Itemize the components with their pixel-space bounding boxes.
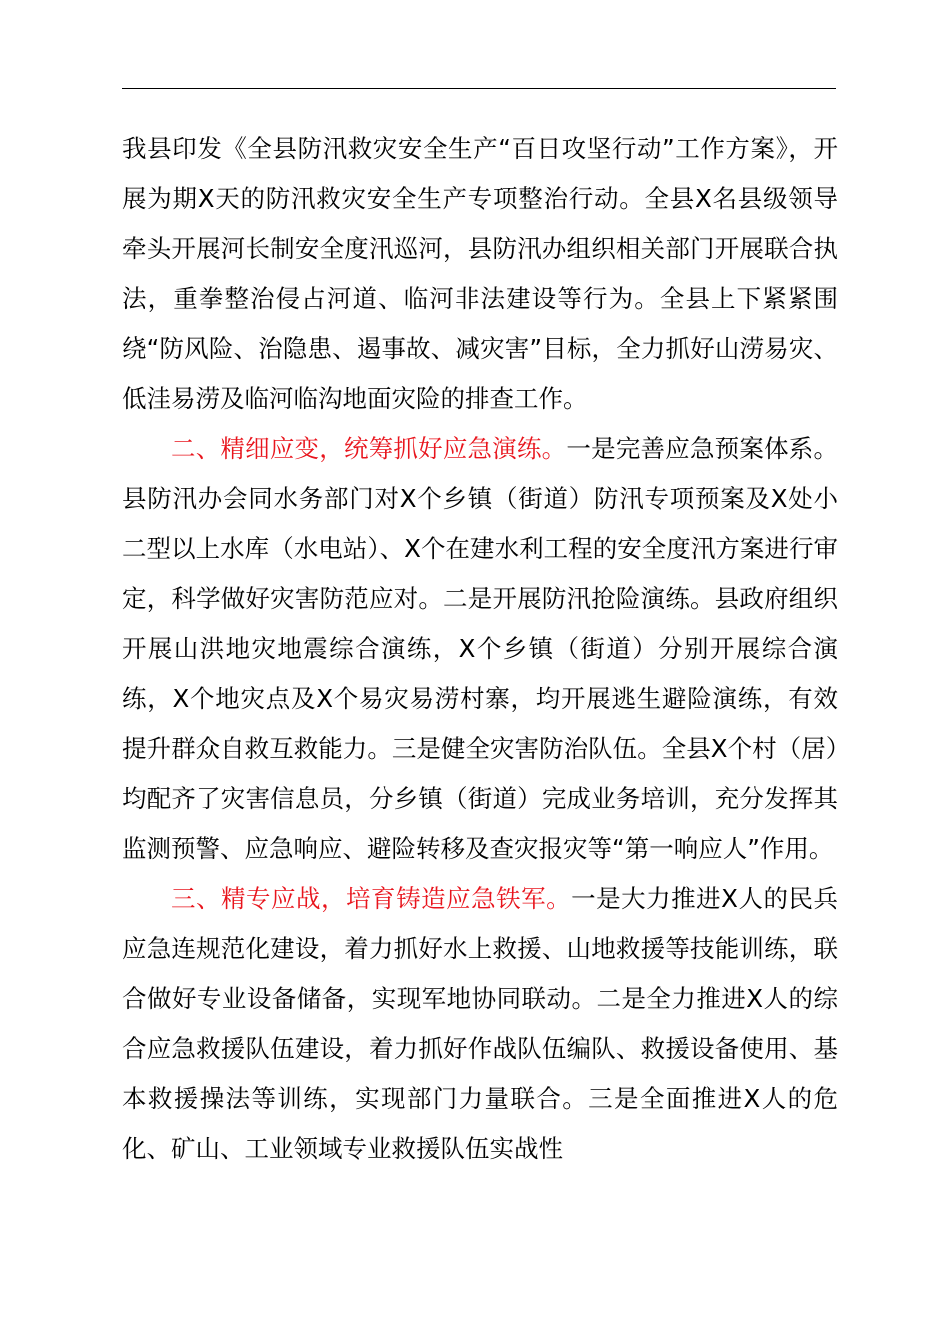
paragraph-1-text: 我县印发《全县防汛救灾安全生产“百日攻坚行动”工作方案》，开展为期X天的防汛救灾安全生产专项整治行动。全县X名县级领导牵头开展河长制安全度汛巡河，县防汛办组织相关部门开展联合执法，重拳整治侵占河道、临河非法建设等行为。全县上下紧紧围绕“防风险、治隐患、遏事故、减灾害”目标，全力抓好山涝易灾、低洼易涝及临河临沟地面灾险的排查工作。 <box>122 134 838 413</box>
paragraph-3 <box>122 874 838 1174</box>
paragraph-3-text: 一是大力推进X人的民兵应急连规范化建设，着力抓好水上救援、山地救援等技能训练，联合做好专业设备储备，实现军地协同联动。二是全力推进X人的综合应急救援队伍建设，着力抓好作战队伍编队、救援设备使用、基本救援操法等训练，实现部门力量联合。三是全面推进X人的危化、矿山、工业领域专业救援队伍实战性 <box>122 884 838 1163</box>
paragraph-1 <box>122 124 838 424</box>
header-rule <box>122 88 836 89</box>
section-heading-3: 三、精专应战，培育铸造应急铁军。 <box>171 884 572 913</box>
section-heading-2: 二、精细应变，统筹抓好应急演练。 <box>171 434 567 463</box>
document-body <box>122 124 838 1174</box>
paragraph-2 <box>122 424 838 874</box>
paragraph-2-text: 一是完善应急预案体系。县防汛办会同水务部门对X个乡镇（街道）防汛专项预案及X处小二型以上水库（水电站）、X个在建水利工程的安全度汛方案进行审定，科学做好灾害防范应对。二是开展防汛抢险演练。县政府组织开展山洪地灾地震综合演练，X个乡镇（街道）分别开展综合演练，X个地灾点及X个易灾易涝村寨，均开展逃生避险演练，有效提升群众自救互救能力。三是健全灾害防治队伍。全县X个村（居）均配齐了灾害信息员，分乡镇（街道）完成业务培训，充分发挥其监测预警、应急响应、避险转移及查灾报灾等“第一响应人”作用。 <box>122 434 839 863</box>
